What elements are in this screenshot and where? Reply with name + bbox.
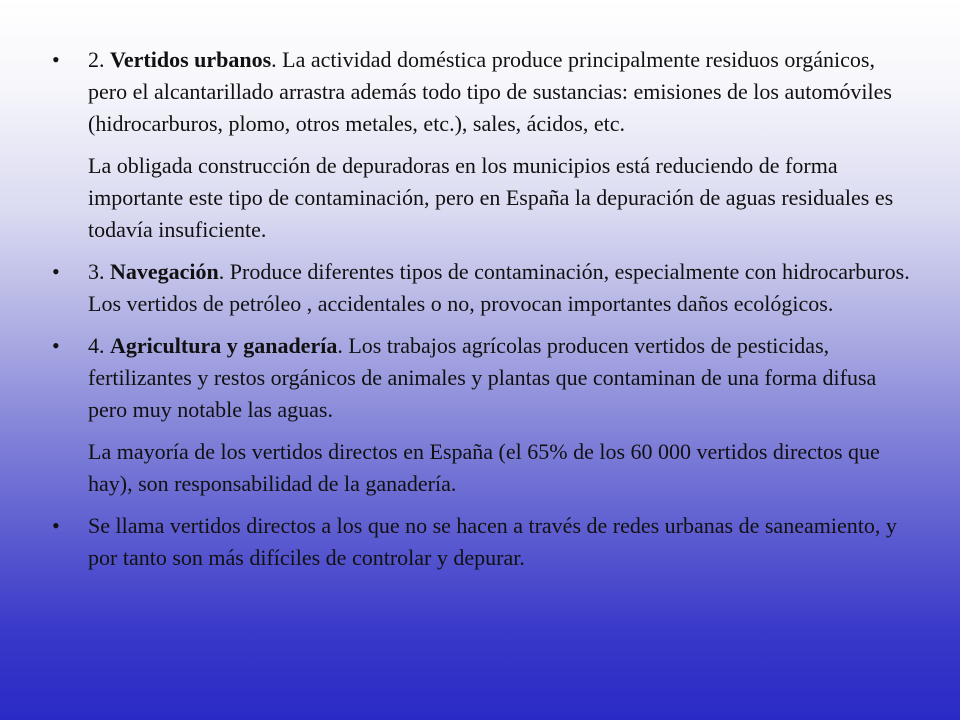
item-number: 4. — [88, 333, 105, 358]
bullet-icon: • — [52, 513, 60, 538]
item-title: Navegación — [110, 259, 219, 284]
bullet-vertidos-urbanos — [52, 44, 912, 140]
continuation-ganaderia: La mayoría de los vertidos directos en España (el 65% de los 60 000 vertidos directos que hay), son responsabilidad de la ganadería. — [88, 439, 880, 496]
bullet-icon: • — [52, 47, 60, 72]
bullet-icon: • — [52, 333, 60, 358]
bullet-agricultura — [52, 330, 912, 426]
bullet-vertidos-directos — [52, 510, 912, 574]
item-body: . La actividad doméstica produce principalmente residuos orgánicos, pero el alcantarillado arrastra además todo tipo de sustancias: emisiones de los automóviles (hidrocarburos, plomo, otros metales, etc.), sales, ácidos, etc. — [88, 47, 892, 136]
item-title: Agricultura y ganadería — [110, 333, 338, 358]
item-body: . Produce diferentes tipos de contaminación, especialmente con hidrocarburos. Los vertidos de petróleo , accidentales o no, provocan importantes daños ecológicos. — [88, 259, 910, 316]
continuation-depuradoras: La obligada construcción de depuradoras en los municipios está reduciendo de forma importante este tipo de contaminación, pero en España la depuración de aguas residuales es todavía insuficiente. — [88, 153, 894, 242]
item-text: Se llama vertidos directos a los que no se hacen a través de redes urbanas de saneamiento, y por tanto son más difíciles de controlar y depurar. — [88, 513, 897, 570]
item-number: 3. — [88, 259, 105, 284]
item-number: 2. — [88, 47, 105, 72]
item-body: . Los trabajos agrícolas producen vertidos de pesticidas, fertilizantes y restos orgánicos de animales y plantas que contaminan de una forma difusa pero muy notable las aguas. — [88, 333, 877, 422]
bullet-icon: • — [52, 259, 60, 284]
slide-content — [52, 44, 912, 584]
bullet-navegacion — [52, 256, 912, 320]
item-title: Vertidos urbanos — [110, 47, 272, 72]
